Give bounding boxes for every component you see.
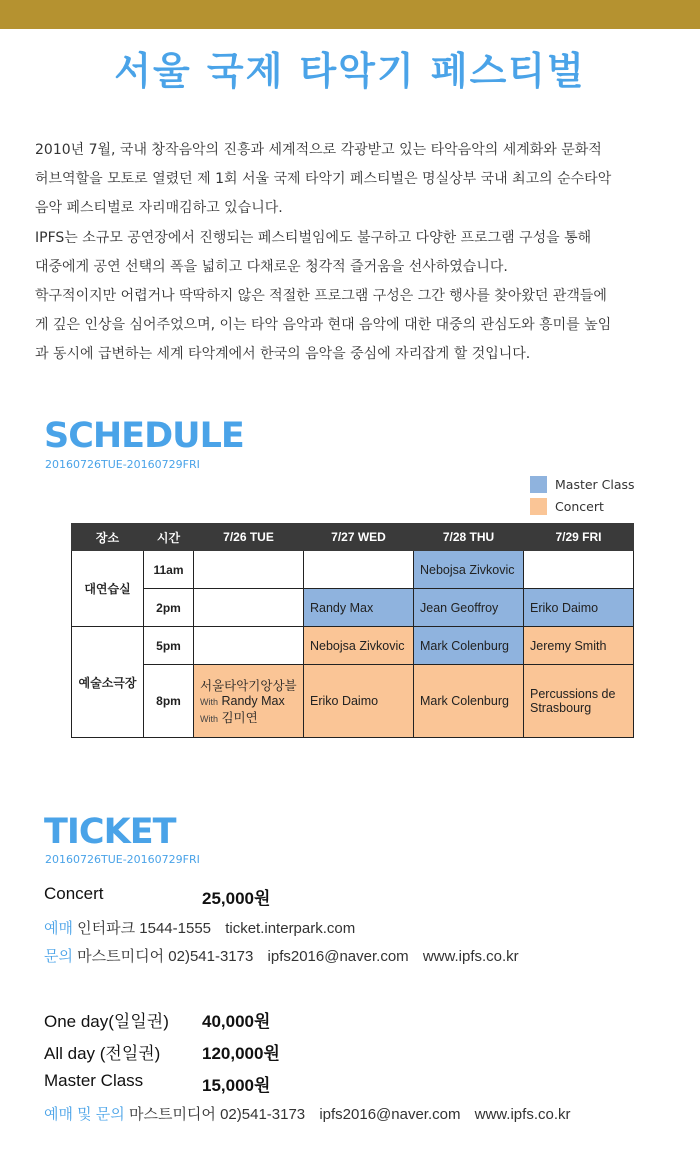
ticket-label: All day (전일권) [44,1044,161,1063]
master-class-swatch [530,476,547,493]
with-label: With [200,714,218,724]
ticket-price: 120,000원 [202,1044,280,1063]
intro-line: 게 깊은 인상을 심어주었으며, 이는 타악 음악과 현대 음악에 대한 대중의 관심도와 흥미를 높임 [35,317,612,334]
schedule-cell [194,627,304,665]
schedule-cell: Nebojsa Zivkovic [304,627,414,665]
inquiry-email[interactable]: ipfs2016@naver.com [267,948,409,965]
performer-line: Strasbourg [530,701,592,715]
reserve-text: 인터파크 1544-1555 [77,920,212,937]
inquiry-label: 문의 [44,948,73,965]
ticket-price: 25,000원 [202,889,271,908]
schedule-legend [530,474,635,518]
schedule-heading: SCHEDULE [44,416,244,456]
place-rehearsal-hall: 대연습실 [72,551,144,627]
schedule-cell: Jean Geoffroy [414,589,524,627]
top-banner-bar [0,0,700,29]
reserve-inquiry-email[interactable]: ipfs2016@naver.com [319,1106,461,1123]
intro-text [35,136,675,370]
table-row [72,551,634,589]
reserve-row [44,917,355,938]
ticket-price: 40,000원 [202,1012,271,1031]
reserve-link[interactable]: ticket.interpark.com [225,920,356,937]
header-thu: 7/28 THU [414,524,524,551]
concert-swatch [530,498,547,515]
guest-name: Randy Max [221,694,285,708]
schedule-cell [194,665,304,738]
ticket-label: Concert [44,884,104,903]
inquiry-website[interactable]: www.ipfs.co.kr [422,948,519,965]
intro-line: 과 동시에 급변하는 세계 타악계에서 한국의 음악을 중심에 자리잡게 할 것입니다. [35,346,531,363]
reserve-inquiry-text: 마스트미디어 02)541-3173 [128,1106,306,1123]
header-wed: 7/27 WED [304,524,414,551]
schedule-cell: Eriko Daimo [304,665,414,738]
legend-label: Concert [555,498,604,514]
time-cell: 8pm [144,665,194,738]
schedule-table [71,523,634,738]
header-place: 장소 [72,524,144,551]
table-row [72,627,634,665]
intro-line: 학구적이지만 어렵거나 딱딱하지 않은 적절한 프로그램 구성은 그간 행사를 찾아왔던 관객들에 [35,288,607,305]
schedule-cell [524,551,634,589]
intro-line: 허브역할을 모토로 열렸던 제 1회 서울 국제 타악기 페스티벌은 명실상부 국내 최고의 순수타악 [35,171,612,188]
intro-line: 대중에게 공연 선택의 폭을 넓히고 다채로운 청각적 즐거움을 선사하였습니다. [35,258,508,275]
header-tue: 7/26 TUE [194,524,304,551]
table-row [72,665,634,738]
legend-label: Master Class [555,476,635,492]
time-cell: 11am [144,551,194,589]
ticket-oneday-row [44,1007,271,1032]
inquiry-text: 마스트미디어 02)541-3173 [77,948,254,965]
schedule-cell [194,589,304,627]
guest-name: 김미연 [221,711,258,725]
intro-line: 음악 페스티벌로 자리매김하고 있습니다. [35,200,283,217]
ensemble-name: 서울타악기앙상블 [200,679,297,693]
schedule-cell: Eriko Daimo [524,589,634,627]
ticket-concert-row [44,884,271,908]
intro-line: 2010년 7월, 국내 창작음악의 진흥과 세계적으로 각광받고 있는 타악음악의 세계화와 문화적 [35,142,602,158]
schedule-cell: Jeremy Smith [524,627,634,665]
schedule-cell: Mark Colenburg [414,665,524,738]
reserve-inquiry-row [44,1103,571,1124]
reserve-inquiry-website[interactable]: www.ipfs.co.kr [474,1106,571,1123]
ticket-price: 15,000원 [202,1076,271,1095]
ticket-heading: TICKET [44,812,176,852]
schedule-cell [194,551,304,589]
schedule-cell [524,665,634,738]
reserve-inquiry-label: 예매 및 문의 [44,1106,125,1123]
intro-line: IPFS는 소규모 공연장에서 진행되는 페스티벌임에도 불구하고 다양한 프로그램 구성을 통해 [35,229,592,246]
table-row [72,589,634,627]
legend-item-concert [530,496,635,516]
ticket-dates: 20160726TUE-20160729FRI [45,853,200,866]
schedule-cell [304,551,414,589]
time-cell: 2pm [144,589,194,627]
page-title: 서울 국제 타악기 페스티벌 [114,49,586,93]
schedule-cell: Nebojsa Zivkovic [414,551,524,589]
schedule-cell: Randy Max [304,589,414,627]
table-header-row [72,524,634,551]
header-fri: 7/29 FRI [524,524,634,551]
reserve-label: 예매 [44,920,73,937]
ticket-masterclass-row [44,1071,271,1095]
schedule-dates: 20160726TUE-20160729FRI [45,458,200,471]
ticket-allday-row [44,1039,280,1064]
time-cell: 5pm [144,627,194,665]
place-art-theater: 예술소극장 [72,627,144,738]
schedule-cell: Mark Colenburg [414,627,524,665]
inquiry-row [44,945,519,966]
performer-line: Percussions de [530,687,616,701]
with-label: With [200,697,218,707]
ticket-label: One day(일일권) [44,1012,169,1031]
ticket-label: Master Class [44,1071,144,1090]
header-time: 시간 [144,524,194,551]
legend-item-master-class [530,474,635,494]
